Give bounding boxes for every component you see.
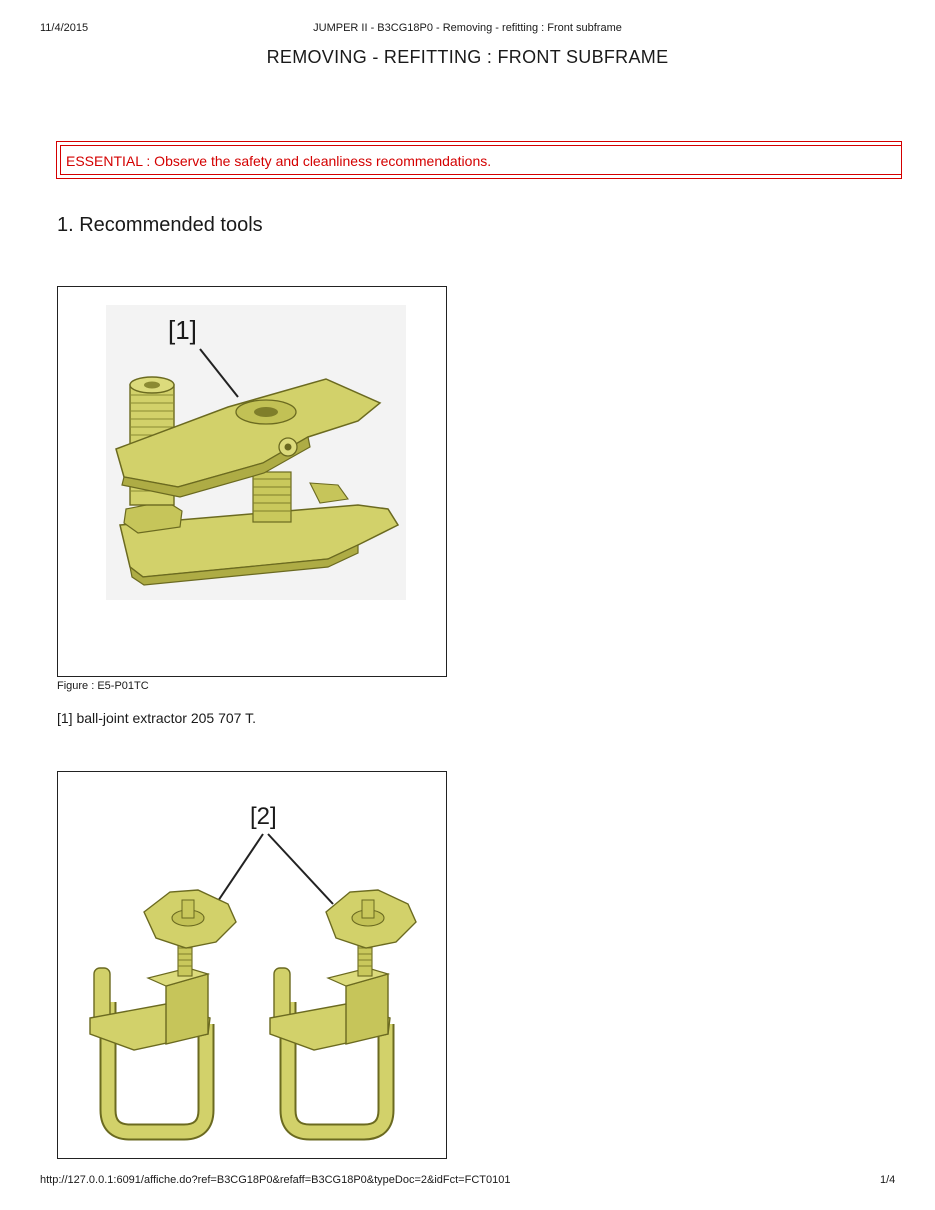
- figure-ball-joint-extractor: [57, 286, 447, 677]
- right-clamp: [270, 890, 416, 1132]
- figure-1-caption: Figure : E5-P01TC: [57, 680, 149, 692]
- ball-joint-extractor-illustration: [58, 287, 446, 676]
- footer-page-number: 1/4: [880, 1174, 896, 1186]
- clamp-pair-illustration: [58, 772, 446, 1158]
- figure-clamps: [57, 771, 447, 1159]
- essential-notice-box: [56, 141, 902, 179]
- footer-url: http://127.0.0.1:6091/affiche.do?ref=B3CG18P0&refaff=B3CG18P0&typeDoc=2&idFct=FCT0101: [40, 1174, 511, 1186]
- section-heading: 1. Recommended tools: [57, 214, 263, 236]
- figure-1-legend: [1] ball-joint extractor 205 707 T.: [57, 710, 256, 726]
- page-title: REMOVING - REFITTING : FRONT SUBFRAME: [266, 47, 669, 67]
- figure-1-callout: [1]: [168, 315, 197, 345]
- left-clamp: [90, 890, 236, 1132]
- figure-2-callout: [2]: [250, 803, 277, 830]
- header-date: 11/4/2015: [40, 22, 89, 34]
- header-doc-title: JUMPER II - B3CG18P0 - Removing - refitting : Front subframe: [313, 22, 622, 34]
- essential-notice-text: ESSENTIAL : Observe the safety and cleanliness recommendations.: [66, 153, 492, 169]
